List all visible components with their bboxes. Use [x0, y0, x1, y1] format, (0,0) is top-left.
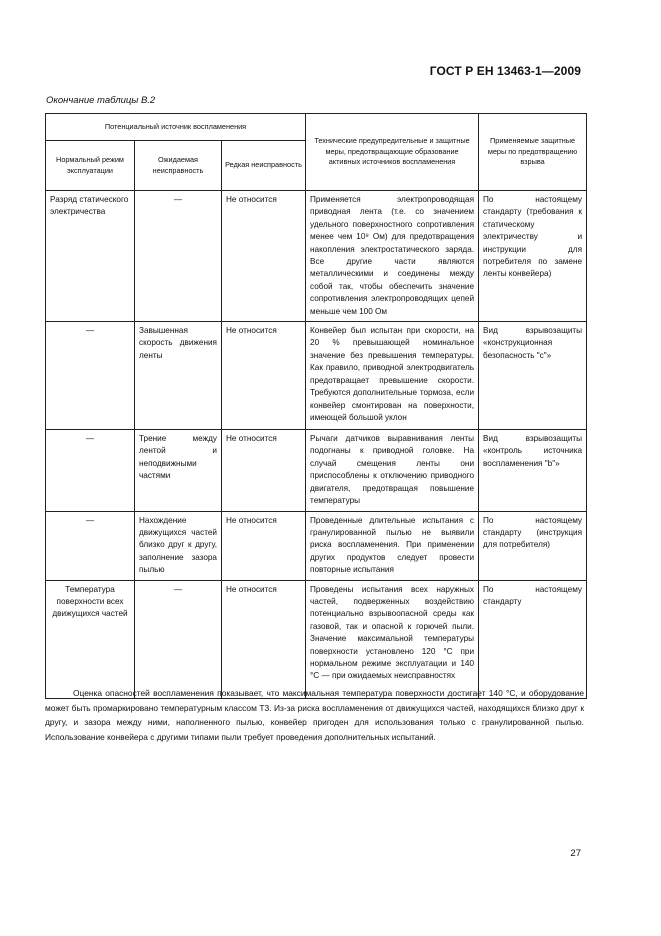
- cell-measures: Конвейер был испытан при скорости, на 20 % превышающей номинальное значение без превышения температуры. Как правило, приводной электродвигатель предотвращает превышение скорости. Требуются дополнительные тормоза, если конвейер смонтирован на поверхности, имеющей большой уклон: [306, 322, 479, 430]
- cell-rare: Не относится: [222, 322, 306, 430]
- header-ignition-source: Потенциальный источник воспламенения: [46, 114, 306, 141]
- cell-normal: —: [46, 430, 135, 511]
- table-caption: Окончание таблицы В.2: [46, 95, 156, 106]
- cell-measures: Проведены испытания всех наружных частей, подверженных воздействию потенциально взрывоопасной среды как газовой, так и опасной к горючей пыли. Значение максимальной температуры поверхности установлено 120 °С при нормальном режиме эксплуатации и 140 °С — при ожидаемых неисправностях: [306, 580, 479, 698]
- cell-protection: По настоящему стандарту: [479, 580, 587, 698]
- table-row: [46, 322, 587, 430]
- table-row: [46, 430, 587, 511]
- header-expected-fault: Ожидаемая неисправность: [135, 141, 222, 191]
- header-rare-fault: Редкая неисправность: [222, 141, 306, 191]
- cell-normal: Температура поверхности всех движущихся частей: [46, 580, 135, 698]
- header-normal-mode: Нормальный режим эксплуатации: [46, 141, 135, 191]
- table-header-row: [46, 114, 587, 141]
- header-protective-measures: Применяемые защитные меры по предотвращению взрыва: [479, 114, 587, 191]
- cell-measures: Применяется электропроводящая приводная лента (т.е. со значением удельного поверхностного сопротивления менее чем 10⁹ Ом) для предотвращения накопления электростатического заряда. Все другие части являются металлическими и соединены между собой так, чтобы обеспечить значение сопротивления электропроводящих цепей меньше чем 100 Ом: [306, 191, 479, 322]
- cell-protection: По настоящему стандарту (инструкция для потребителя): [479, 511, 587, 580]
- cell-expected: Нахождение движущихся частей близко друг к другу, заполнение зазора пылью: [135, 511, 222, 580]
- table-row: [46, 580, 587, 698]
- cell-protection: По настоящему стандарту (требования к статическому электричеству и инструкции для потребителя по замене ленты конвейера): [479, 191, 587, 322]
- cell-rare: Не относится: [222, 511, 306, 580]
- header-technical-measures: Технические предупредительные и защитные меры, предотвращающие образование активных источников воспламенения: [306, 114, 479, 191]
- cell-measures: Рычаги датчиков выравнивания ленты подогнаны к приводной головке. На случай смещения ленты они приспособлены к отключению приводного двигателя, предотвращая повышение температуры: [306, 430, 479, 511]
- cell-protection: Вид взрывозащиты «контроль источника воспламенения "b"»: [479, 430, 587, 511]
- standard-code: ГОСТ Р ЕН 13463-1—2009: [429, 64, 581, 78]
- cell-protection: Вид взрывозащиты «конструкционная безопасность "с"»: [479, 322, 587, 430]
- cell-normal: —: [46, 511, 135, 580]
- table-row: [46, 191, 587, 322]
- cell-expected: Трение между лентой и неподвижными частями: [135, 430, 222, 511]
- cell-expected: —: [135, 191, 222, 322]
- cell-measures: Проведенные длительные испытания с гранулированной пылью не выявили риска воспламенения. При применении других продуктов следует провести повторные испытания: [306, 511, 479, 580]
- cell-expected: —: [135, 580, 222, 698]
- cell-rare: Не относится: [222, 580, 306, 698]
- ignition-risk-table: [45, 113, 587, 699]
- cell-rare: Не относится: [222, 191, 306, 322]
- table-row: [46, 511, 587, 580]
- assessment-text: Оценка опасностей воспламенения показывает, что максимальная температура поверхности достигает 140 °С, и оборудование может быть промаркировано температурным классом Т3. Из-за риска воспламенения от движущихся частей, находящихся близко друг к другу, и зазора между ними, наполненного пылью, конвейер пригоден для использования только с гранулированной пылью. Использование конвейера с другими типами пыли требует проведения дополнительных испытаний.: [45, 688, 584, 742]
- cell-normal: —: [46, 322, 135, 430]
- cell-expected: Завышенная скорость движения ленты: [135, 322, 222, 430]
- page-number: 27: [570, 848, 581, 859]
- cell-normal: Разряд статического электричества: [46, 191, 135, 322]
- assessment-paragraph: [45, 686, 584, 744]
- cell-rare: Не относится: [222, 430, 306, 511]
